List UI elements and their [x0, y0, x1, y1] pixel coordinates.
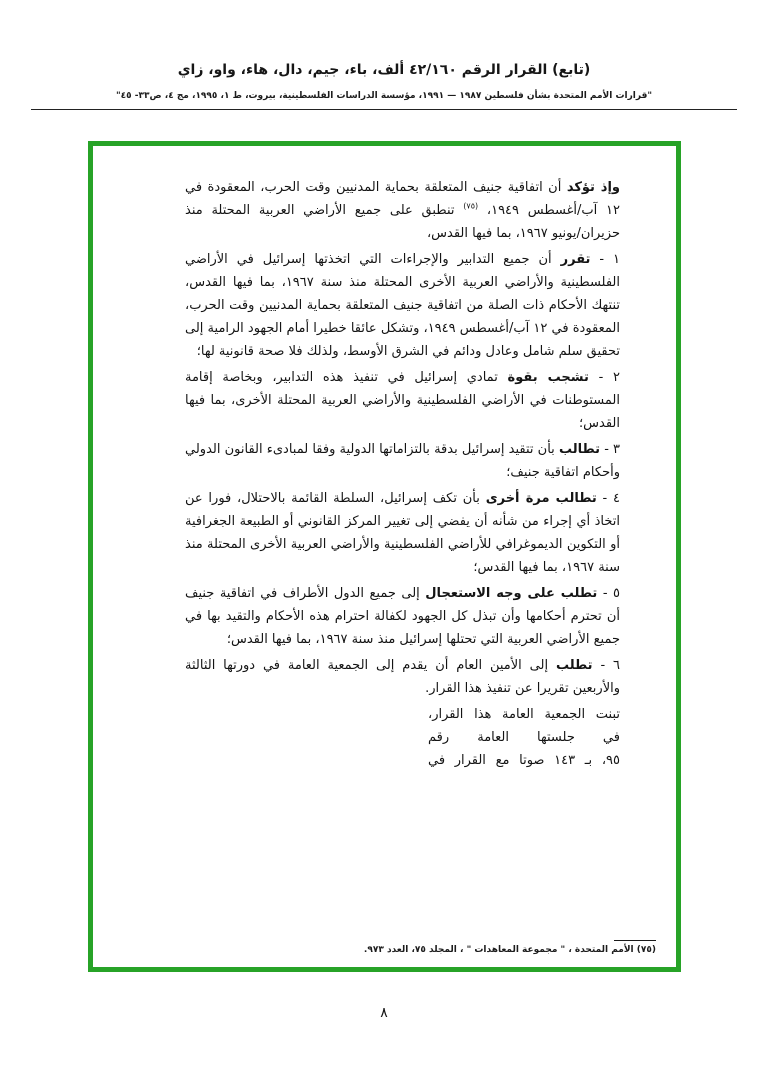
- item-number: ٦ -: [600, 658, 620, 673]
- document-title: (تابع) القرار الرقم ٤٢/١٦٠ ألف، باء، جيم، دال، هاء، واو، زاي: [177, 62, 591, 78]
- item-text: تمادي إسرائيل في تنفيذ هذه التدابير، وبخاصة إقامة المستوطنات في الأراضي الفلسطينية والأراضي العربية المحتلة الأخرى، بما فيها القدس؛: [185, 370, 620, 431]
- document-header: [0, 0, 768, 110]
- preamble-text: أن اتفاقية جنيف المتعلقة بحماية المدنيين وقت الحرب، المعقودة في ١٢ آب/أغسطس ١٩٤٩،: [185, 180, 620, 218]
- operative-paragraph-6: [185, 654, 620, 700]
- footnote-divider: [614, 940, 656, 941]
- item-lead: تطلب على وجه الاستعجال: [425, 586, 598, 601]
- item-text: إلى الأمين العام أن يقدم إلى الجمعية العامة في دورتها الثالثة والأربعين تقريرا عن تنفيذ هذا القرار.: [185, 658, 620, 696]
- operative-paragraph-5: [185, 582, 620, 651]
- operative-paragraph-1: [185, 248, 620, 363]
- item-lead: تطالب مرة أخرى: [485, 491, 597, 506]
- item-lead: تطالب: [558, 442, 601, 457]
- item-text: أن جميع التدابير والإجراءات التي اتخذتها إسرائيل في الأراضي الفلسطينية والأراضي العربية الأخرى المحتلة منذ سنة ١٩٦٧، بما فيها القدس، تنتهك الأحكام ذات الصلة من اتفاقية جنيف المتعلقة بحماية المدنيين وقت الحرب، المعقودة في ١٢ آب/أغسطس ١٩٤٩، وتشكل عائقا خطيرا أمام الجهود الرامية إلى تحقيق سلم شامل وعادل ودائم في الشرق الأوسط، ولذلك فلا صحة قانونية لها؛: [185, 252, 620, 359]
- item-text: إلى جميع الدول الأطراف في اتفاقية جنيف أن تحترم أحكامها وأن تبذل كل الجهود لكفالة احترام هذه الأحكام والتقيد بها في جميع الأراضي العربية التي تحتلها إسرائيل منذ سنة ١٩٦٧، بما فيها القدس؛: [185, 586, 620, 647]
- item-number: ٥ -: [602, 586, 620, 601]
- item-lead: تطلب: [555, 658, 593, 673]
- item-number: ٢ -: [598, 370, 620, 385]
- adoption-note: [185, 703, 620, 772]
- page-number: ٨: [380, 1005, 388, 1021]
- adoption-note-line: ٩٥، بـ ١٤٣ صوتا مع القرار في: [428, 753, 620, 768]
- preamble-text-cont: تنطبق على جميع الأراضي العربية المحتلة منذ حزيران/يونيو ١٩٦٧، بما فيها القدس،: [185, 203, 620, 241]
- operative-paragraph-3: [185, 438, 620, 484]
- header-divider: [31, 109, 737, 110]
- item-text: بأن تتقيد إسرائيل بدقة بالتزاماتها الدولية وفقا لمبادىء القانون الدولي وأحكام اتفاقية جنيف؛: [185, 442, 620, 480]
- item-text: بأن تكف إسرائيل، السلطة القائمة بالاحتلال، فورا عن اتخاذ أي إجراء من شأنه أن يفضي إلى تغيير المركز القانوني أو الطبيعة الجغرافية أو التكوين الديموغرافي للأراضي الفلسطينية والأراضي العربية الأخرى المحتلة منذ سنة ١٩٦٧، بما فيها القدس؛: [185, 491, 620, 575]
- item-number: ٤ -: [602, 491, 621, 506]
- footnote-marker: (٧٥): [463, 201, 479, 211]
- item-number: ١ -: [599, 252, 621, 267]
- item-number: ٣ -: [604, 442, 621, 457]
- item-lead: تقرر: [560, 252, 591, 267]
- footnote-area: [117, 940, 656, 955]
- content-frame: [88, 141, 681, 972]
- adoption-note-line: تبنت الجمعية العامة هذا القرار،: [428, 707, 620, 722]
- footnote-text: (٧٥) الأمم المتحدة ، " مجموعة المعاهدات " ، المجلد ٧٥، العدد ٩٧٣.: [363, 945, 656, 955]
- preamble-paragraph: [185, 176, 620, 245]
- resolution-body: [93, 146, 676, 772]
- operative-paragraph-4: [185, 487, 620, 579]
- item-lead: تشجب بقوة: [507, 370, 589, 385]
- preamble-lead: وإذ تؤكد: [566, 180, 620, 195]
- operative-paragraph-2: [185, 366, 620, 435]
- adoption-note-line: في جلستها العامة رقم: [428, 730, 620, 745]
- source-citation: "قرارات الأمم المتحدة بشأن فلسطين ١٩٨٧ — ١٩٩١، مؤسسة الدراسات الفلسطينية، بيروت، ط ١، ١٩٩٥، مج ٤، ص٣٣- ٤٥": [115, 91, 653, 101]
